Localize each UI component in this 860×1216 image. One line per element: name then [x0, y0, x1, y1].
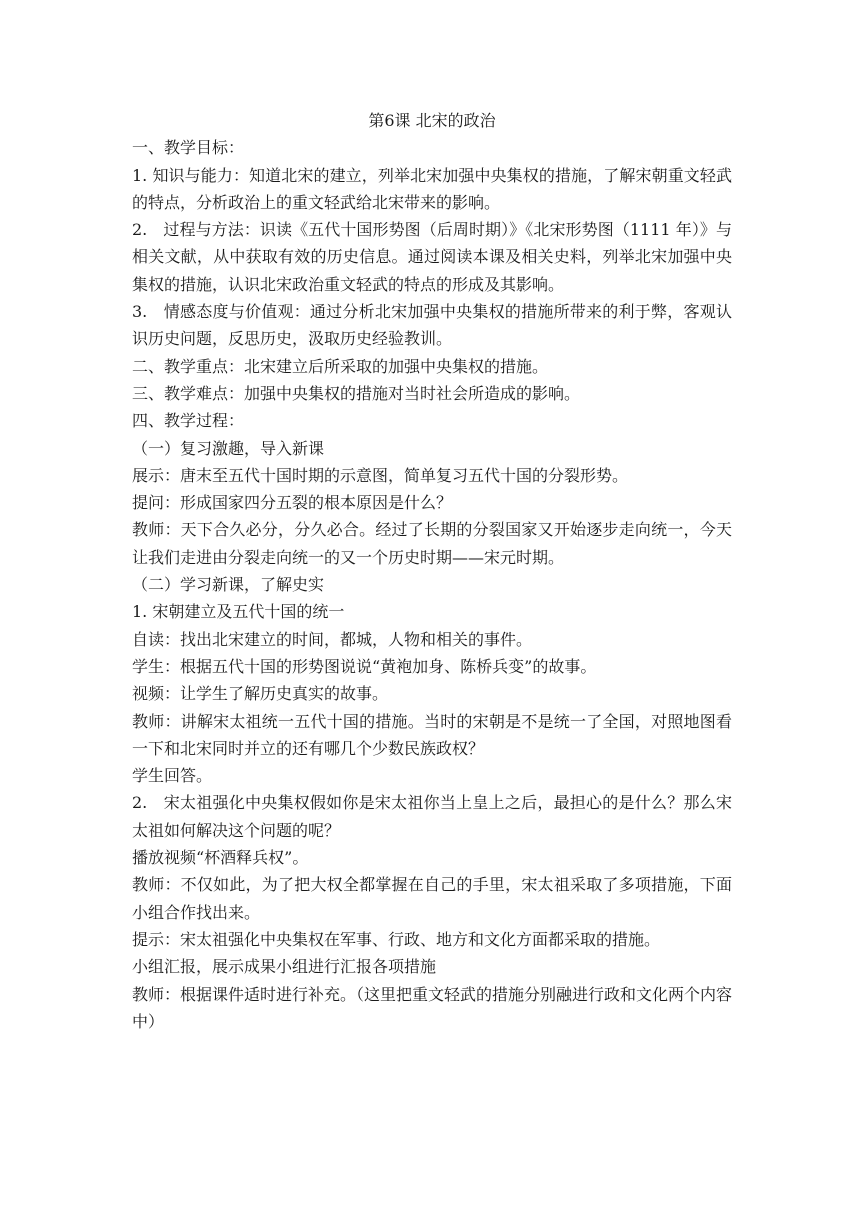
heading-teaching-process: 四、教学过程： [132, 411, 245, 431]
heading-teaching-goals: 一、教学目标： [132, 138, 245, 158]
para-teacher-supplement: 教师：根据课件适时进行补充。（这里把重文轻武的措施分别融进行政和文化两个内容中） [132, 984, 733, 1031]
heading-key-points: 二、教学重点：北宋建立后所采取的加强中央集权的措施。 [132, 356, 549, 376]
para-self-read: 自读：找出北宋建立的时间，都城，人物和相关的事件。 [132, 629, 533, 649]
para-question: 提问：形成国家四分五裂的根本原因是什么？ [132, 493, 453, 513]
para-video: 视频：让学生了解历史真实的故事。 [132, 684, 389, 704]
para-teacher-unification: 教师：讲解宋太祖统一五代十国的措施。当时的宋朝是不是统一了全国，对照地图看一下和北宋同时并立的还有哪几个少数民族政权？ [132, 711, 732, 758]
goal-knowledge-ability: 1. 知识与能力：知道北宋的建立，列举北宋加强中央集权的措施，了解宋朝重文轻武的特点，分析政治上的重文轻武给北宋带来的影响。 [132, 165, 732, 212]
para-teacher-measures: 教师：不仅如此，为了把大权全都掌握在自己的手里，宋太祖采取了多项措施，下面小组合作找出来。 [132, 875, 732, 922]
section-review-intro: （一）复习激趣，导入新课 [132, 438, 325, 458]
subsection-centralization: 2. 宋太祖强化中央集权假如你是宋太祖你当上皇上之后，最担心的是什么？那么宋太祖如何解决这个问题的呢？ [132, 793, 732, 840]
goal-process-method: 2. 过程与方法：识读《五代十国形势图（后周时期）》《北宋形势图（1111 年）》与相关文献，从中获取有效的历史信息。通过阅读本课及相关史料，列举北宋加强中央集权的措施，认识北宋政治重文轻武的特点的形成及其影响。 [132, 220, 732, 294]
para-hint: 提示：宋太祖强化中央集权在军事、行政、地方和文化方面都采取的措施。 [132, 929, 661, 949]
para-student-answer: 学生回答。 [132, 766, 213, 786]
heading-difficult-points: 三、教学难点：加强中央集权的措施对当时社会所造成的影响。 [132, 383, 581, 403]
subsection-song-founding: 1. 宋朝建立及五代十国的统一 [132, 602, 345, 622]
lesson-title: 第6课 北宋的政治 [368, 111, 496, 130]
goal-emotion-values: 3. 情感态度与价值观：通过分析北宋加强中央集权的措施所带来的利于弊，客观认识历史问题，反思历史，汲取历史经验教训。 [132, 302, 732, 349]
para-group-report: 小组汇报，展示成果小组进行汇报各项措施 [132, 957, 437, 977]
section-new-lesson: （二）学习新课，了解史实 [132, 575, 325, 595]
para-student-story: 学生：根据五代十国的形势图说说“黄袍加身、陈桥兵变”的故事。 [132, 656, 597, 676]
document-page [132, 107, 732, 1035]
para-teacher-intro: 教师：天下合久必分，分久必合。经过了长期的分裂国家又开始逐步走向统一，今天让我们走进由分裂走向统一的又一个历史时期——宋元时期。 [132, 520, 732, 567]
para-play-video: 播放视频“杯酒释兵权”。 [132, 848, 309, 868]
para-show: 展示：唐末至五代十国时期的示意图，简单复习五代十国的分裂形势。 [132, 465, 629, 485]
